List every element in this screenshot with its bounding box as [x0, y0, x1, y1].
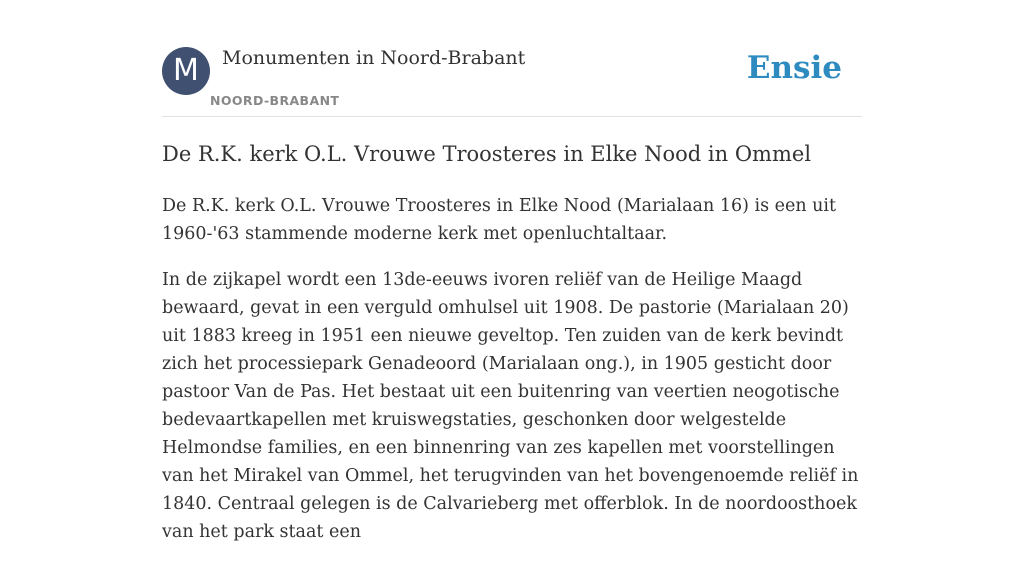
brand-logo[interactable]: Ensie [746, 50, 842, 86]
article-paragraph: In de zijkapel wordt een 13de-eeuws ivoren reliëf van de Heilige Maagd bewaard, gevat in een verguld omhulsel uit 1908. De pastorie (Marialaan 20) uit 1883 kreeg in 1951 een nieuwe geveltop. Ten zuiden van de kerk bevindt zich het processiepark Genadeoord (Marialaan ong.), in 1905 gesticht door pastoor Van de Pas. Het bestaat uit een buitenring van veertien neogotische bedevaartkapellen met kruiswegstaties, geschonken door welgestelde Helmondse families, en een binnenring van zes kapellen met voorstellingen van het Mirakel van Ommel, het terugvinden van het bovengenoemde reliëf in 1840. Centraal gelegen is de Calvarieberg met offerblok. In de noordoosthoek van het park staat een [162, 270, 859, 542]
category-label[interactable]: NOORD-BRABANT [210, 93, 340, 108]
site-title[interactable]: Monumenten in Noord-Brabant [222, 47, 526, 69]
article-title: De R.K. kerk O.L. Vrouwe Troosteres in Elke Nood in Ommel [162, 142, 812, 166]
avatar[interactable]: M [162, 47, 210, 95]
header [162, 40, 862, 117]
article [162, 138, 864, 564]
article-paragraph: De R.K. kerk O.L. Vrouwe Troosteres in Elke Nood (Marialaan 16) is een uit 1960-'63 stammende moderne kerk met openluchtaltaar. [162, 196, 837, 244]
